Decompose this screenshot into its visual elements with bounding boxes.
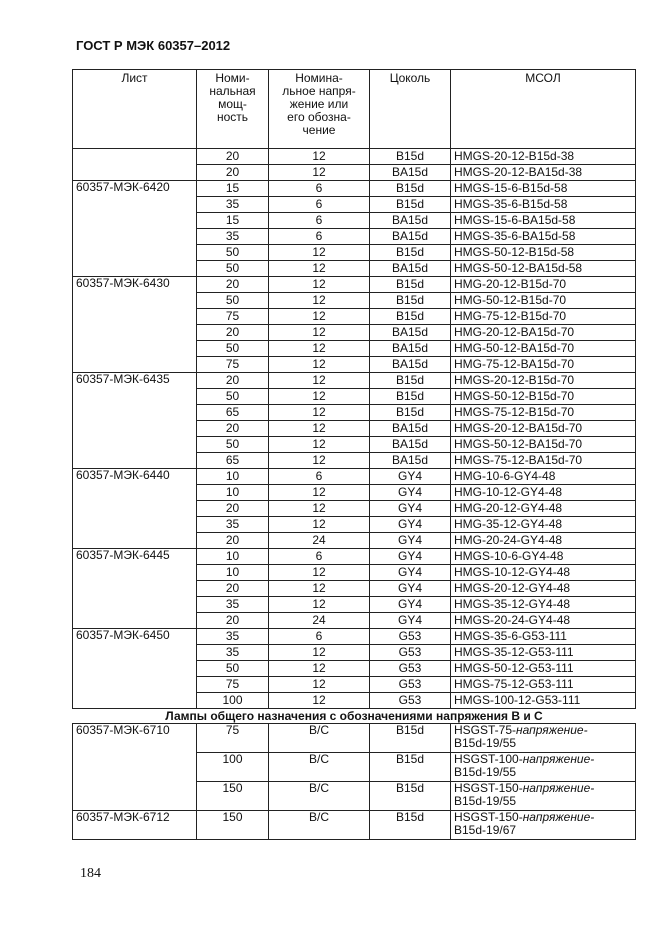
power-cell: 35 xyxy=(197,517,269,533)
power-cell: 20 xyxy=(197,277,269,293)
mcol-cell: HMGS-50-12-BA15d-70 xyxy=(451,437,636,453)
power-cell: 35 xyxy=(197,629,269,645)
voltage-cell: 12 xyxy=(269,149,370,165)
base-cell: B15d xyxy=(370,724,451,753)
mcol-cell: HMGS-35-6-B15d-58 xyxy=(451,197,636,213)
sheet-cell: 60357-МЭК-6445 xyxy=(73,549,197,629)
mcol-cell: HMG-50-12-BA15d-70 xyxy=(451,341,636,357)
power-cell: 10 xyxy=(197,565,269,581)
power-cell: 65 xyxy=(197,405,269,421)
base-cell: B15d xyxy=(370,782,451,811)
voltage-cell: B/C xyxy=(269,782,370,811)
power-cell: 75 xyxy=(197,309,269,325)
sheet-cell: 60357-МЭК-6420 xyxy=(73,181,197,277)
base-cell: B15d xyxy=(370,405,451,421)
power-cell: 15 xyxy=(197,181,269,197)
power-cell: 20 xyxy=(197,581,269,597)
power-cell: 20 xyxy=(197,149,269,165)
mcol-cell: HMGS-15-6-BA15d-58 xyxy=(451,213,636,229)
sheet-cell: 60357-МЭК-6450 xyxy=(73,629,197,709)
voltage-cell: 12 xyxy=(269,501,370,517)
voltage-cell: 12 xyxy=(269,645,370,661)
base-cell: GY4 xyxy=(370,469,451,485)
base-cell: B15d xyxy=(370,811,451,840)
power-cell: 20 xyxy=(197,373,269,389)
mcol-cell: HMGS-10-12-GY4-48 xyxy=(451,565,636,581)
power-cell: 75 xyxy=(197,677,269,693)
power-cell: 20 xyxy=(197,501,269,517)
mcol-cell: HMG-20-12-BA15d-70 xyxy=(451,325,636,341)
table-body xyxy=(73,149,636,840)
mcol-cell: HMGS-50-12-B15d-58 xyxy=(451,245,636,261)
base-cell: BA15d xyxy=(370,325,451,341)
sheet-cell xyxy=(73,149,197,181)
col-header-sheet: Лист xyxy=(73,70,197,149)
mcol-cell: HMGS-50-12-BA15d-58 xyxy=(451,261,636,277)
base-cell: B15d xyxy=(370,277,451,293)
mcol-cell: HMGS-35-12-GY4-48 xyxy=(451,597,636,613)
power-cell: 75 xyxy=(197,357,269,373)
voltage-cell: 12 xyxy=(269,597,370,613)
mcol-cell: HMGS-15-6-B15d-58 xyxy=(451,181,636,197)
base-cell: GY4 xyxy=(370,597,451,613)
voltage-cell: 12 xyxy=(269,389,370,405)
base-cell: B15d xyxy=(370,309,451,325)
power-cell: 10 xyxy=(197,485,269,501)
mcol-cell: HMGS-20-12-B15d-38 xyxy=(451,149,636,165)
mcol-cell: HMGS-20-12-GY4-48 xyxy=(451,581,636,597)
voltage-cell: 12 xyxy=(269,661,370,677)
base-cell: GY4 xyxy=(370,613,451,629)
sheet-cell: 60357-МЭК-6435 xyxy=(73,373,197,469)
power-cell: 50 xyxy=(197,341,269,357)
mcol-cell: HMG-35-12-GY4-48 xyxy=(451,517,636,533)
mcol-cell: HMG-75-12-BA15d-70 xyxy=(451,357,636,373)
power-cell: 35 xyxy=(197,229,269,245)
voltage-cell: B/C xyxy=(269,724,370,753)
sheet-cell: 60357-МЭК-6440 xyxy=(73,469,197,549)
base-cell: BA15d xyxy=(370,213,451,229)
power-cell: 50 xyxy=(197,261,269,277)
mcol-cell: HMGS-35-6-G53-111 xyxy=(451,629,636,645)
mcol-cell: HMGS-20-12-B15d-70 xyxy=(451,373,636,389)
power-cell: 75 xyxy=(197,724,269,753)
power-cell: 65 xyxy=(197,453,269,469)
table-row xyxy=(73,811,636,840)
power-cell: 150 xyxy=(197,811,269,840)
base-cell: B15d xyxy=(370,181,451,197)
base-cell: B15d xyxy=(370,753,451,782)
mcol-cell: HSGST-150-напряжение- B15d-19/67 xyxy=(451,811,636,840)
power-cell: 50 xyxy=(197,389,269,405)
table-row xyxy=(73,277,636,293)
voltage-cell: 12 xyxy=(269,693,370,709)
power-cell: 20 xyxy=(197,533,269,549)
mcol-voltage-placeholder: напряжение- xyxy=(522,810,595,824)
voltage-cell: 6 xyxy=(269,629,370,645)
power-cell: 50 xyxy=(197,661,269,677)
base-cell: GY4 xyxy=(370,549,451,565)
mcol-cell: HSGST-150-напряжение- B15d-19/55 xyxy=(451,782,636,811)
voltage-cell: 12 xyxy=(269,421,370,437)
mcol-cell: HMGS-100-12-G53-111 xyxy=(451,693,636,709)
voltage-cell: 12 xyxy=(269,485,370,501)
voltage-cell: B/C xyxy=(269,811,370,840)
base-cell: B15d xyxy=(370,197,451,213)
power-cell: 50 xyxy=(197,245,269,261)
table-row xyxy=(73,724,636,753)
base-cell: G53 xyxy=(370,661,451,677)
power-cell: 20 xyxy=(197,613,269,629)
sheet-cell: 60357-МЭК-6712 xyxy=(73,811,197,840)
voltage-cell: 6 xyxy=(269,469,370,485)
power-cell: 50 xyxy=(197,293,269,309)
table-row xyxy=(73,149,636,165)
mcol-cell: HMG-50-12-B15d-70 xyxy=(451,293,636,309)
mcol-voltage-placeholder: напряжение- xyxy=(516,723,588,737)
power-cell: 20 xyxy=(197,165,269,181)
base-cell: GY4 xyxy=(370,485,451,501)
base-cell: B15d xyxy=(370,389,451,405)
voltage-cell: 12 xyxy=(269,437,370,453)
table-row xyxy=(73,181,636,197)
voltage-cell: 12 xyxy=(269,245,370,261)
col-header-base: Цоколь xyxy=(370,70,451,149)
voltage-cell: 12 xyxy=(269,261,370,277)
voltage-cell: 6 xyxy=(269,181,370,197)
base-cell: GY4 xyxy=(370,501,451,517)
mcol-cell: HMGS-10-6-GY4-48 xyxy=(451,549,636,565)
mcol-cell: HMGS-20-12-BA15d-70 xyxy=(451,421,636,437)
base-cell: BA15d xyxy=(370,357,451,373)
base-cell: B15d xyxy=(370,373,451,389)
sheet-cell: 60357-МЭК-6710 xyxy=(73,724,197,811)
mcol-cell: HMGS-20-12-BA15d-38 xyxy=(451,165,636,181)
mcol-cell: HMG-20-12-B15d-70 xyxy=(451,277,636,293)
mcol-cell: HSGST-100-напряжение- B15d-19/55 xyxy=(451,753,636,782)
voltage-cell: 24 xyxy=(269,533,370,549)
base-cell: BA15d xyxy=(370,453,451,469)
power-cell: 100 xyxy=(197,693,269,709)
mcol-cell: HMG-20-12-GY4-48 xyxy=(451,501,636,517)
voltage-cell: 12 xyxy=(269,677,370,693)
table-row xyxy=(73,629,636,645)
power-cell: 20 xyxy=(197,421,269,437)
base-cell: BA15d xyxy=(370,165,451,181)
voltage-cell: B/C xyxy=(269,753,370,782)
voltage-cell: 12 xyxy=(269,325,370,341)
voltage-cell: 12 xyxy=(269,293,370,309)
voltage-cell: 12 xyxy=(269,453,370,469)
base-cell: GY4 xyxy=(370,565,451,581)
base-cell: BA15d xyxy=(370,261,451,277)
power-cell: 20 xyxy=(197,325,269,341)
voltage-cell: 24 xyxy=(269,613,370,629)
base-cell: G53 xyxy=(370,677,451,693)
voltage-cell: 12 xyxy=(269,165,370,181)
voltage-cell: 12 xyxy=(269,357,370,373)
mcol-voltage-placeholder: напряжение- xyxy=(522,781,595,795)
power-cell: 35 xyxy=(197,645,269,661)
voltage-cell: 12 xyxy=(269,309,370,325)
power-cell: 15 xyxy=(197,213,269,229)
section-title: Лампы общего назначения с обозначениями напряжения В и С xyxy=(73,709,636,724)
mcol-cell: HMG-10-6-GY4-48 xyxy=(451,469,636,485)
mcol-cell: HMGS-75-12-B15d-70 xyxy=(451,405,636,421)
power-cell: 150 xyxy=(197,782,269,811)
voltage-cell: 12 xyxy=(269,341,370,357)
voltage-cell: 12 xyxy=(269,581,370,597)
mcol-cell: HMG-10-12-GY4-48 xyxy=(451,485,636,501)
mcol-cell: HMGS-35-12-G53-111 xyxy=(451,645,636,661)
mcol-cell: HMGS-20-24-GY4-48 xyxy=(451,613,636,629)
base-cell: B15d xyxy=(370,293,451,309)
power-cell: 10 xyxy=(197,469,269,485)
base-cell: G53 xyxy=(370,645,451,661)
mcol-cell: HMGS-35-6-BA15d-58 xyxy=(451,229,636,245)
section-row xyxy=(73,709,636,724)
mcol-cell: HMGS-75-12-BA15d-70 xyxy=(451,453,636,469)
col-header-power: Номи- нальная мощ- ность xyxy=(197,70,269,149)
base-cell: GY4 xyxy=(370,517,451,533)
voltage-cell: 6 xyxy=(269,197,370,213)
document-header: ГОСТ Р МЭК 60357–2012 xyxy=(76,38,231,53)
base-cell: BA15d xyxy=(370,421,451,437)
base-cell: BA15d xyxy=(370,437,451,453)
voltage-cell: 6 xyxy=(269,549,370,565)
mcol-cell: HMGS-50-12-B15d-70 xyxy=(451,389,636,405)
voltage-cell: 12 xyxy=(269,277,370,293)
base-cell: B15d xyxy=(370,245,451,261)
sheet-cell: 60357-МЭК-6430 xyxy=(73,277,197,373)
base-cell: GY4 xyxy=(370,581,451,597)
voltage-cell: 6 xyxy=(269,213,370,229)
voltage-cell: 12 xyxy=(269,517,370,533)
voltage-cell: 6 xyxy=(269,229,370,245)
page-number: 184 xyxy=(80,866,101,881)
lamp-spec-table xyxy=(72,69,636,840)
table-row xyxy=(73,469,636,485)
mcol-cell: HMGS-75-12-G53-111 xyxy=(451,677,636,693)
voltage-cell: 12 xyxy=(269,565,370,581)
base-cell: BA15d xyxy=(370,341,451,357)
mcol-voltage-placeholder: напряжение- xyxy=(522,752,595,766)
table-header-row xyxy=(73,70,636,149)
col-header-voltage: Номина- льное напря- жение или его обозна- чение xyxy=(269,70,370,149)
power-cell: 35 xyxy=(197,597,269,613)
base-cell: B15d xyxy=(370,149,451,165)
mcol-cell: HSGST-75-напряжение- B15d-19/55 xyxy=(451,724,636,753)
mcol-cell: HMG-20-24-GY4-48 xyxy=(451,533,636,549)
base-cell: BA15d xyxy=(370,229,451,245)
base-cell: G53 xyxy=(370,629,451,645)
voltage-cell: 12 xyxy=(269,373,370,389)
col-header-mcol: МСОЛ xyxy=(451,70,636,149)
table-row xyxy=(73,549,636,565)
base-cell: GY4 xyxy=(370,533,451,549)
mcol-cell: HMG-75-12-B15d-70 xyxy=(451,309,636,325)
mcol-cell: HMGS-50-12-G53-111 xyxy=(451,661,636,677)
power-cell: 10 xyxy=(197,549,269,565)
voltage-cell: 12 xyxy=(269,405,370,421)
table-row xyxy=(73,373,636,389)
power-cell: 50 xyxy=(197,437,269,453)
power-cell: 100 xyxy=(197,753,269,782)
power-cell: 35 xyxy=(197,197,269,213)
base-cell: G53 xyxy=(370,693,451,709)
